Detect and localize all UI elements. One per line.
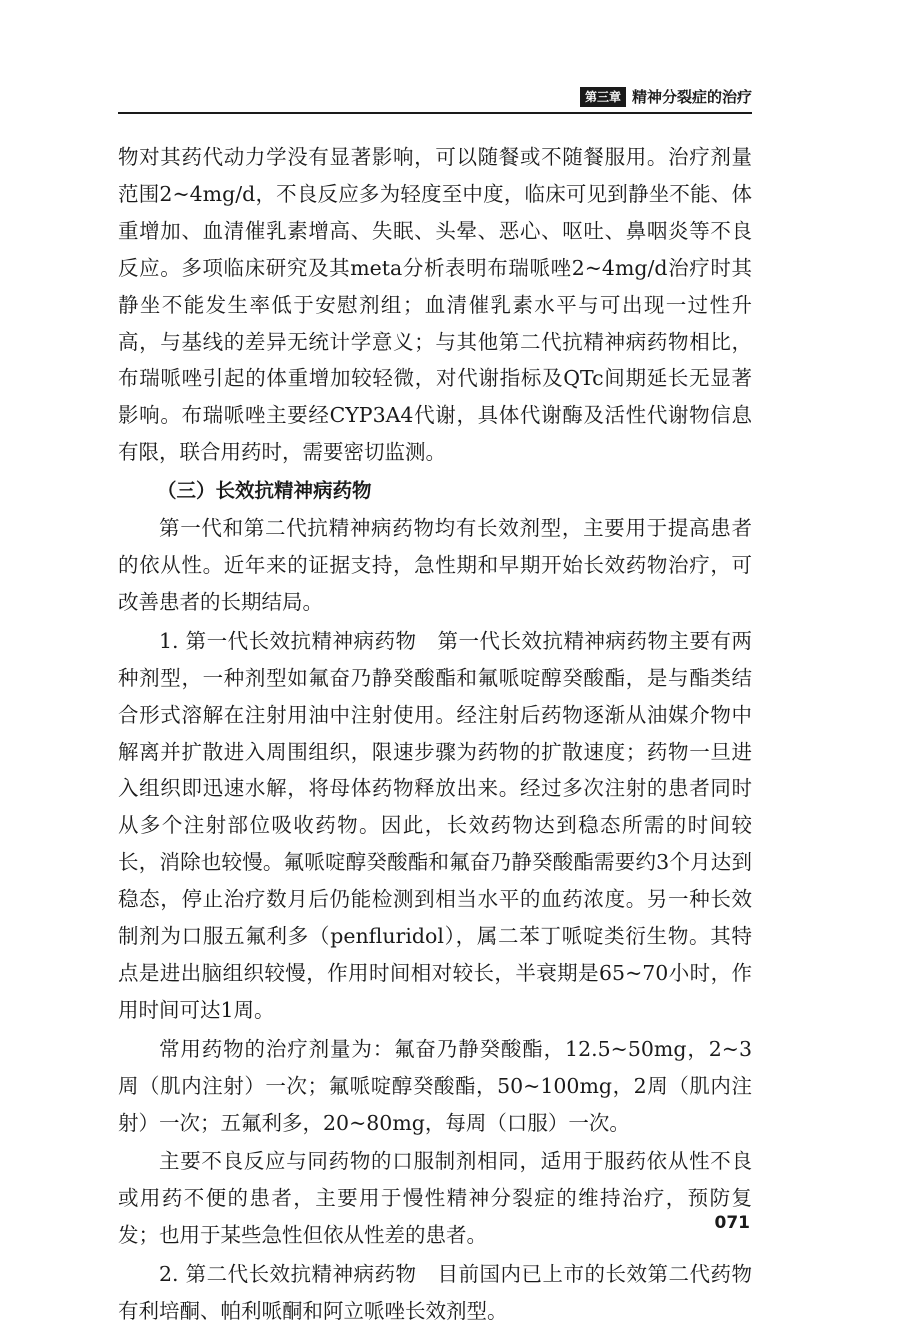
- item-1-text: 第一代长效抗精神病药物主要有两种剂型，一种剂型如氟奋乃静癸酸酯和氟哌啶醇癸酸酯，是与酯类结合形式溶解在注射用油中注射使用。经注射后药物逐渐从油媒介物中解离并扩散进入周围组织，限速步骤为药物的扩散速度；药物一旦进入组织即迅速水解，将母体药物释放出来。经过多次注射的患者同时从多个注射部位吸收药物。因此，长效药物达到稳态所需的时间较长，消除也较慢。氟哌啶醇癸酸酯和氟奋乃静癸酸酯需要约3个月达到稳态，停止治疗数月后仍能检测到相当水平的血药浓度。另一种长效制剂为口服五氟利多（penfluridol），属二苯丁哌啶类衍生物。其特点是进出脑组织较慢，作用时间相对较长，半衰期是65~70小时，作用时间可达1周。: [118, 628, 753, 1022]
- page-number: 071: [714, 1213, 750, 1233]
- item-2-title: 2. 第二代长效抗精神病药物: [159, 1262, 417, 1287]
- paragraph-item-1: [118, 623, 752, 1029]
- paragraph-adverse: 主要不良反应与同药物的口服制剂相同，适用于服药依从性不良或用药不便的患者，主要用于慢性精神分裂症的维持治疗，预防复发；也用于某些急性但依从性差的患者。: [118, 1149, 752, 1248]
- item-1-title: 1. 第一代长效抗精神病药物: [159, 628, 417, 653]
- chapter-title: 精神分裂症的治疗: [631, 88, 752, 106]
- header-rule: [118, 112, 752, 114]
- item-2-text: 目前国内已上市的长效第二代药物有利培酮、帕利哌酮和阿立哌唑长效剂型。: [118, 1262, 753, 1324]
- paragraph-continuation: 物对其药代动力学没有显著影响，可以随餐或不随餐服用。治疗剂量范围2~4mg/d，不良反应多为轻度至中度，临床可见到静坐不能、体重增加、血清催乳素增高、失眠、头晕、恶心、呕吐、鼻咽炎等不良反应。多项临床研究及其meta分析表明布瑞哌唑2~4mg/d治疗时其静坐不能发生率低于安慰剂组；血清催乳素水平与可出现一过性升高，与基线的差异无统计学意义；与其他第二代抗精神病药物相比，布瑞哌唑引起的体重增加较轻微，对代谢指标及QTc间期延长无显著影响。布瑞哌唑主要经CYP3A4代谢，具体代谢酶及活性代谢物信息有限，联合用药时，需要密切监测。: [118, 145, 752, 465]
- body-text: [118, 139, 752, 1330]
- paragraph-item-2: [118, 1256, 752, 1330]
- running-header: [580, 86, 752, 107]
- paragraph-dosage: 常用药物的治疗剂量为：氟奋乃静癸酸酯，12.5~50mg，2~3周（肌内注射）一次；氟哌啶醇癸酸酯，50~100mg，2周（肌内注射）一次；五氟利多，20~80mg，每周（口服）一次。: [118, 1036, 752, 1135]
- section-heading: （三）长效抗精神病药物: [157, 479, 372, 503]
- paragraph-intro: 第一代和第二代抗精神病药物均有长效剂型，主要用于提高患者的依从性。近年来的证据支持，急性期和早期开始长效药物治疗，可改善患者的长期结局。: [118, 516, 752, 614]
- chapter-badge: 第三章: [580, 87, 626, 107]
